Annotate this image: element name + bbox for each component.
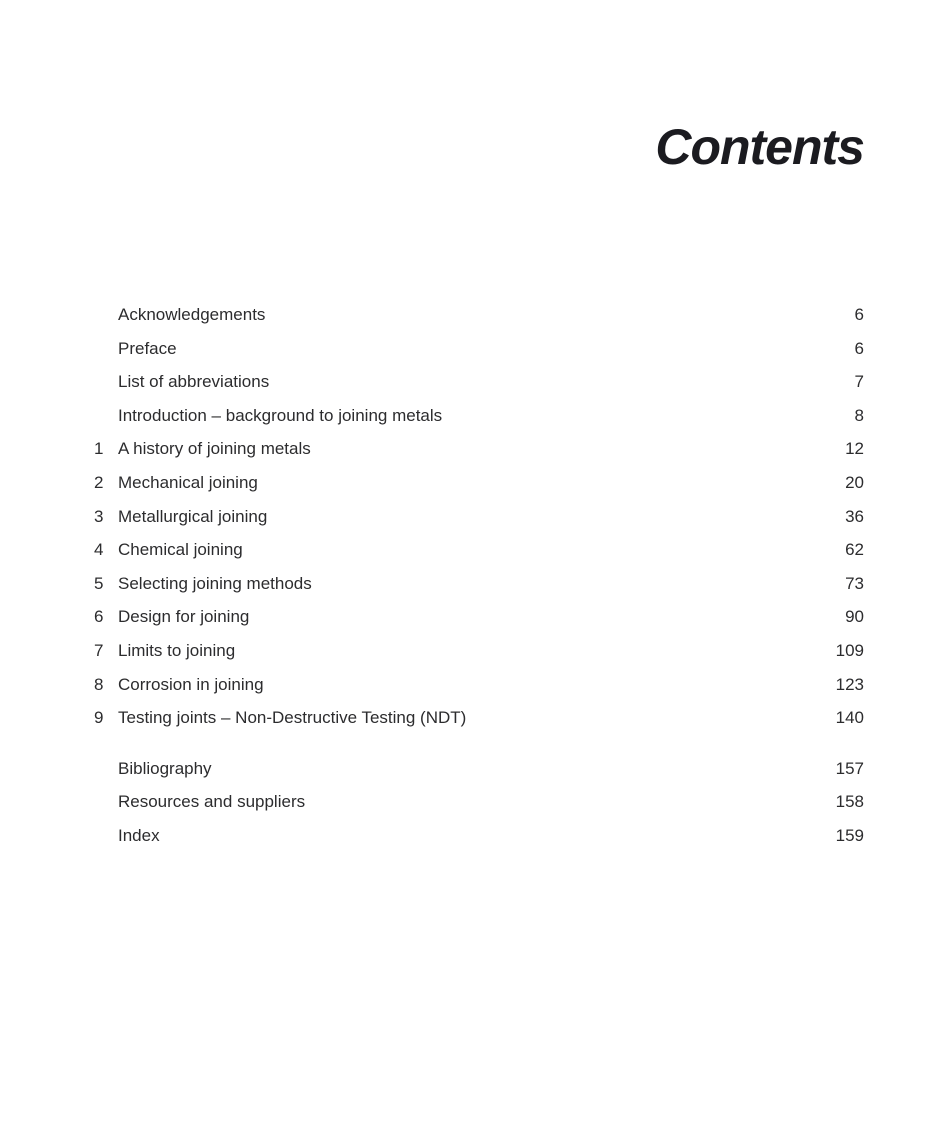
toc-entry-label: Bibliography <box>118 758 212 778</box>
chapter-number: 4 <box>94 540 104 560</box>
toc-entry-label: Preface <box>118 338 177 358</box>
toc-row <box>94 372 864 406</box>
toc-entry-label: Limits to joining <box>118 640 236 660</box>
toc-page-number: 12 <box>845 439 864 459</box>
toc-entry-label: Selecting joining methods <box>118 573 312 593</box>
toc-entry-label: Acknowledgements <box>118 305 266 324</box>
toc-page-number: 158 <box>835 792 864 812</box>
toc-row <box>94 339 864 373</box>
toc-entry-label: Metallurgical joining <box>118 506 268 526</box>
chapter-number: 2 <box>94 472 104 492</box>
toc-row <box>94 759 864 793</box>
toc-entry-label: Corrosion in joining <box>118 674 264 694</box>
toc-page-number: 8 <box>854 405 864 425</box>
toc-entry-label: List of abbreviations <box>118 372 270 392</box>
toc-entry-label: Design for joining <box>118 607 250 627</box>
table-of-contents <box>94 305 864 860</box>
toc-page-number: 7 <box>854 372 864 392</box>
toc-row <box>94 574 864 608</box>
toc-page-number: 36 <box>845 506 864 526</box>
toc-page-number: 140 <box>835 708 864 728</box>
toc-page-number: 6 <box>854 305 864 324</box>
toc-row <box>94 641 864 675</box>
toc-row <box>94 826 864 860</box>
toc-row <box>94 607 864 641</box>
toc-row <box>94 406 864 440</box>
chapter-number: 6 <box>94 607 104 627</box>
toc-row <box>94 708 864 742</box>
chapter-number: 1 <box>94 439 104 459</box>
chapter-number: 3 <box>94 506 104 526</box>
toc-row <box>94 675 864 709</box>
toc-row <box>94 305 864 339</box>
toc-row <box>94 540 864 574</box>
toc-page-number: 159 <box>835 825 864 845</box>
toc-row <box>94 792 864 826</box>
toc-entry-label: A history of joining metals <box>118 439 311 459</box>
toc-entry-label: Index <box>118 825 160 845</box>
toc-entry-label: Mechanical joining <box>118 472 258 492</box>
toc-page-number: 109 <box>835 640 864 660</box>
toc-page-number: 157 <box>835 758 864 778</box>
toc-page-number: 20 <box>845 472 864 492</box>
toc-page-number: 6 <box>854 338 864 358</box>
toc-entry-label: Testing joints – Non-Destructive Testing (NDT) <box>118 708 467 728</box>
page-title: Contents <box>655 119 864 175</box>
toc-entry-label: Resources and suppliers <box>118 792 306 812</box>
chapter-number: 8 <box>94 674 104 694</box>
toc-row <box>94 439 864 473</box>
toc-page-number: 62 <box>845 540 864 560</box>
toc-row <box>94 507 864 541</box>
toc-page-number: 73 <box>845 573 864 593</box>
toc-entry-label: Chemical joining <box>118 540 243 560</box>
chapter-number: 9 <box>94 708 104 728</box>
toc-row <box>94 473 864 507</box>
chapter-number: 7 <box>94 640 104 660</box>
toc-page-number: 90 <box>845 607 864 627</box>
toc-page-number: 123 <box>835 674 864 694</box>
chapter-number: 5 <box>94 573 104 593</box>
toc-entry-label: Introduction – background to joining metals <box>118 405 443 425</box>
